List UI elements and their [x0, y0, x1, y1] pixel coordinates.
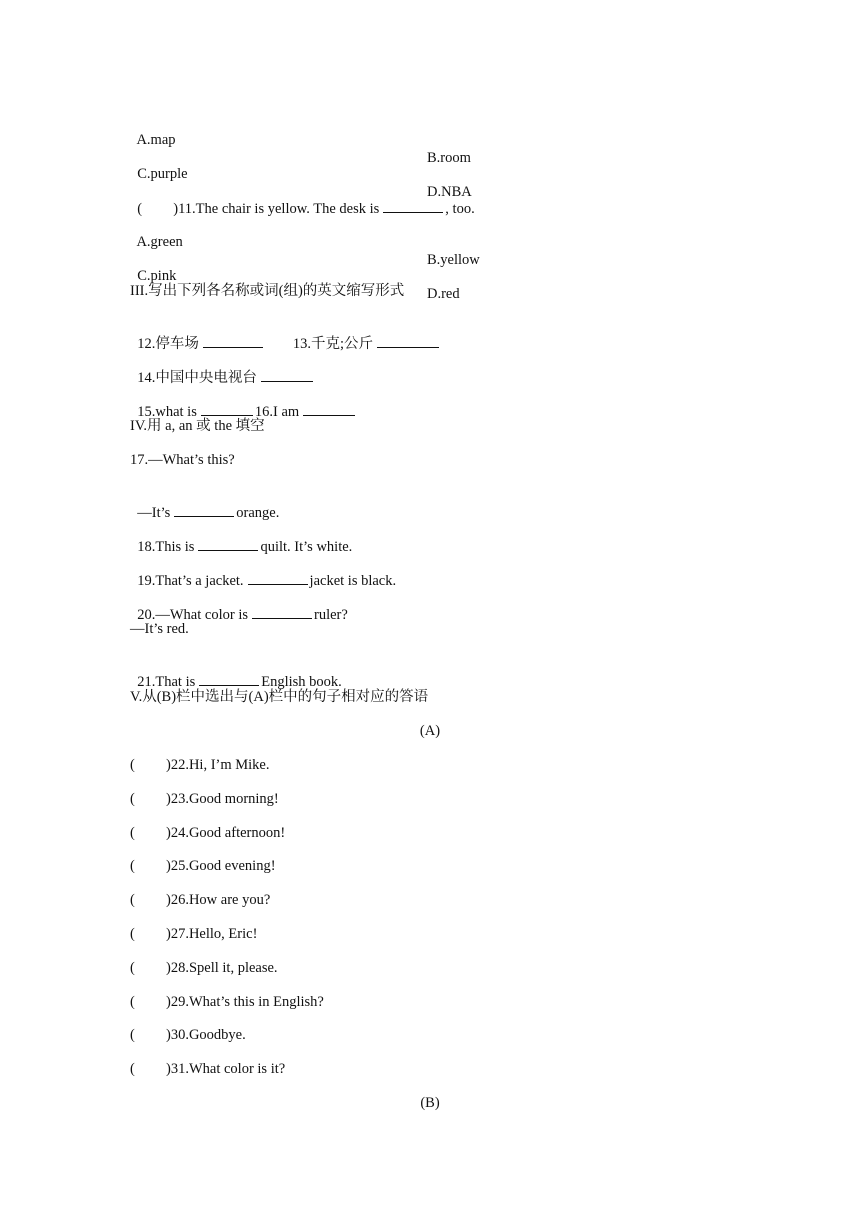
list-item	[130, 756, 270, 774]
q10-option-a: A.map	[136, 132, 176, 148]
q17-answer	[130, 485, 279, 522]
q11-option-b: B.yellow	[427, 252, 480, 268]
list-item	[130, 1060, 285, 1078]
list-item-text: )22.Hi, I’m Mike.	[166, 757, 270, 773]
q17-answer-post: orange.	[236, 505, 280, 521]
q10-option-b: B.room	[427, 150, 471, 166]
q20-pre: 20.—What color is	[137, 607, 248, 623]
q11-option-d: D.red	[427, 286, 460, 302]
question-11	[130, 181, 475, 218]
question-19	[130, 553, 396, 590]
q12-blank[interactable]	[203, 334, 263, 348]
q11-blank[interactable]	[383, 199, 443, 213]
q10-option-d: D.NBA	[427, 184, 472, 200]
q11-option-c: C.pink	[137, 268, 177, 284]
answer-paren[interactable]: (	[130, 1061, 135, 1077]
q11-option-a: A.green	[136, 234, 183, 250]
q10-option-c: C.purple	[137, 166, 188, 182]
list-item	[130, 857, 276, 875]
list-item-text: )23.Good morning!	[166, 791, 279, 807]
q11-stem: )11.The chair is yellow. The desk is	[173, 201, 380, 217]
q18-post: quilt. It’s white.	[260, 539, 353, 555]
q19-pre: 19.That’s a jacket.	[137, 573, 244, 589]
list-item-text: )28.Spell it, please.	[166, 960, 278, 976]
q18-blank[interactable]	[198, 537, 258, 551]
q17-answer-pre: —It’s	[137, 505, 171, 521]
answer-paren[interactable]: (	[130, 994, 135, 1010]
list-item-text: )25.Good evening!	[166, 858, 276, 874]
q17-question: 17.—What’s this?	[130, 452, 235, 468]
section-4-title: IV.用 a, an 或 the 填空	[130, 418, 265, 434]
q15-blank[interactable]	[201, 402, 253, 416]
q19-post: jacket is black.	[309, 573, 397, 589]
answer-paren[interactable]: (	[130, 892, 135, 908]
q13-label: 13.千克;公斤	[292, 336, 374, 352]
q16-blank[interactable]	[303, 402, 355, 416]
q21-blank[interactable]	[199, 672, 259, 686]
list-item-text: )27.Hello, Eric!	[166, 926, 258, 942]
list-item	[130, 993, 324, 1011]
questions-15-16	[130, 384, 357, 421]
list-item-text: )26.How are you?	[166, 892, 271, 908]
list-item-text: )24.Good afternoon!	[166, 825, 286, 841]
q20-post: ruler?	[314, 607, 348, 623]
list-item	[130, 824, 285, 842]
section-3-title: III.写出下列各名称或词(组)的英文缩写形式	[130, 283, 405, 299]
q11-stem-end: , too.	[445, 201, 475, 217]
question-21	[130, 654, 342, 691]
q13-blank[interactable]	[377, 334, 439, 348]
q21-post: English book.	[261, 674, 342, 690]
q12-label: 12.停车场	[137, 336, 199, 352]
question-18	[130, 519, 352, 556]
answer-paren[interactable]: (	[130, 825, 135, 841]
q14-label: 14.中国中央电视台	[137, 370, 257, 386]
questions-12-13	[130, 316, 441, 353]
list-item	[130, 959, 278, 977]
list-item-text: )29.What’s this in English?	[166, 994, 324, 1010]
q17-blank[interactable]	[174, 503, 234, 517]
q18-pre: 18.This is	[137, 539, 195, 555]
answer-paren: (	[137, 201, 143, 217]
q16-label: 16.I am	[254, 404, 300, 420]
answer-paren[interactable]: (	[130, 757, 135, 773]
list-item	[130, 790, 279, 808]
question-14	[130, 350, 315, 387]
list-item	[130, 1026, 246, 1044]
column-b-heading: (B)	[420, 1095, 440, 1111]
column-a-heading: (A)	[419, 723, 441, 739]
q20-blank[interactable]	[252, 605, 312, 619]
answer-paren[interactable]: (	[130, 791, 135, 807]
answer-paren[interactable]: (	[130, 926, 135, 942]
answer-paren[interactable]: (	[130, 1027, 135, 1043]
question-20	[130, 587, 348, 624]
section-5-title: V.从(B)栏中选出与(A)栏中的句子相对应的答语	[130, 689, 429, 705]
q14-blank[interactable]	[261, 368, 313, 382]
q15-label: 15.what is	[137, 404, 197, 420]
q19-blank[interactable]	[248, 571, 308, 585]
list-item-text: )31.What color is it?	[166, 1061, 286, 1077]
q21-pre: 21.That is	[137, 674, 196, 690]
q20-answer: —It’s red.	[130, 621, 189, 637]
list-item	[130, 925, 257, 943]
list-item-text: )30.Goodbye.	[166, 1027, 246, 1043]
list-item	[130, 891, 270, 909]
answer-paren[interactable]: (	[130, 858, 135, 874]
answer-paren[interactable]: (	[130, 960, 135, 976]
